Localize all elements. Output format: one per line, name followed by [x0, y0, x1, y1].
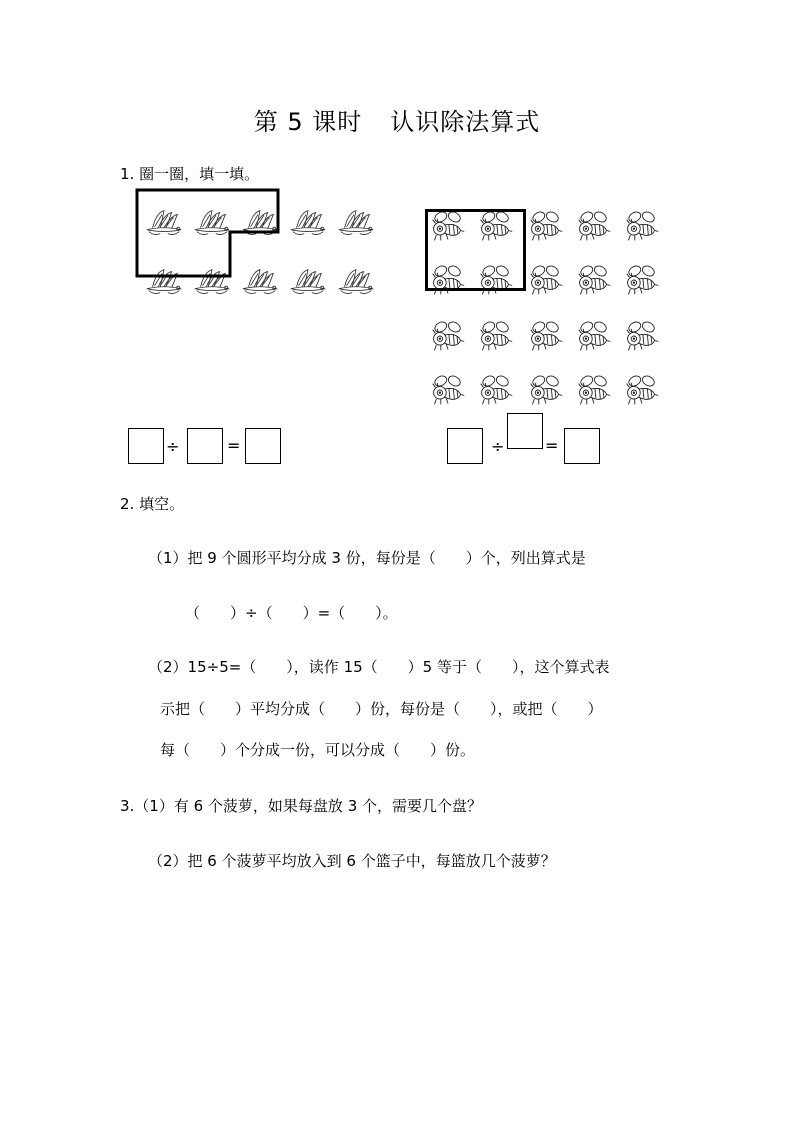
bee-icon	[624, 318, 660, 354]
question-3-part-2: （2）把 6 个菠萝平均放入到 6 个篮子中，每篮放几个菠萝？	[148, 852, 556, 870]
question-2-part-2-line-2: 示把（ ）平均分成（ ）份，每份是（ ），或把（ ）	[160, 700, 603, 718]
divide-sign: ÷	[491, 437, 505, 456]
question-2-part-2-line-1: （2）15÷5=（ ），读作 15（ ）5 等于（ ），这个算式表	[148, 658, 610, 676]
answer-box-dividend[interactable]	[447, 428, 483, 464]
bee-icon	[576, 208, 612, 244]
bee-icon	[624, 208, 660, 244]
question-3-part-1: 3.（1）有 6 个菠萝，如果每盘放 3 个，需要几个盘？	[120, 797, 483, 815]
bee-icon	[624, 372, 660, 408]
question-2-part-2-line-3: 每（ ）个分成一份，可以分成（ ）份。	[160, 741, 476, 759]
bee-icon	[576, 262, 612, 298]
answer-box-divisor[interactable]	[187, 428, 223, 464]
answer-box-divisor[interactable]	[507, 413, 543, 449]
bee-icon	[478, 372, 514, 408]
bee-icon	[528, 262, 564, 298]
equals-sign: =	[545, 436, 559, 455]
lesson-topic: 认识除法算式	[390, 108, 541, 136]
bee-icon	[430, 318, 466, 354]
bee-icon	[478, 318, 514, 354]
butterfly-circle-outline	[0, 0, 794, 400]
answer-box-quotient[interactable]	[245, 428, 281, 464]
answer-box-quotient[interactable]	[564, 428, 600, 464]
divide-sign: ÷	[166, 437, 180, 456]
bee-icon	[528, 318, 564, 354]
bee-circle-outline	[425, 209, 526, 291]
question-2-part-1-line-2: （ ）÷（ ）=（ ）。	[185, 604, 398, 622]
bee-icon	[576, 318, 612, 354]
question-2-label: 2. 填空。	[120, 495, 185, 513]
question-1-label: 1. 圈一圈，填一填。	[120, 165, 260, 183]
lesson-number: 第 5 课时	[253, 108, 363, 136]
answer-box-dividend[interactable]	[128, 428, 164, 464]
question-2-part-1-line-1: （1）把 9 个圆形平均分成 3 份，每份是（ ）个，列出算式是	[148, 549, 586, 567]
bee-icon	[528, 372, 564, 408]
bee-icon	[624, 262, 660, 298]
bee-icon	[528, 208, 564, 244]
bee-icon	[576, 372, 612, 408]
equals-sign: =	[227, 436, 241, 455]
bee-icon	[430, 372, 466, 408]
